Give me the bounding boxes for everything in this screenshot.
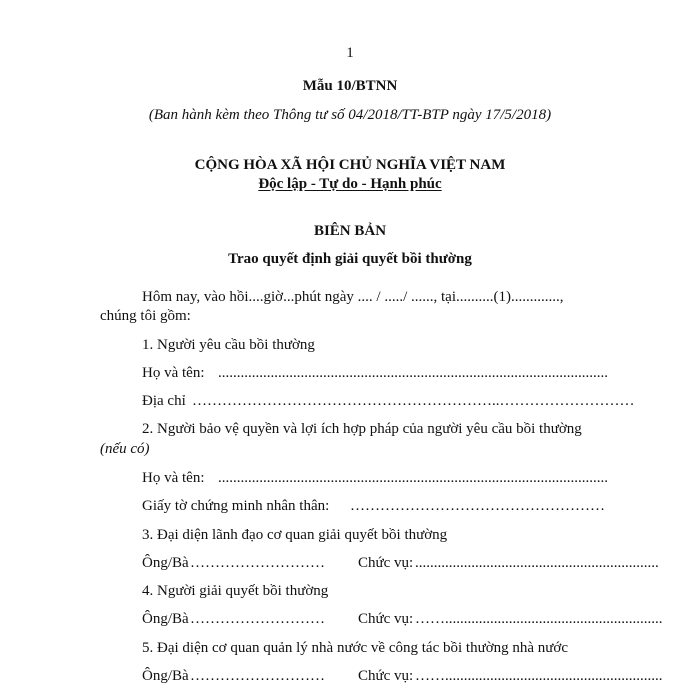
intro-line-2: chúng tôi gồm: — [100, 308, 191, 324]
row-label-position: Chức vụ: — [358, 611, 414, 627]
form-code: Mẫu 10/BTNN — [302, 78, 398, 94]
field-fill: ……………………………………………………..……………………… — [192, 393, 635, 409]
row-label-name: Ông/Bà — [142, 555, 189, 571]
row-fill-position: …….......................................................... — [415, 611, 663, 627]
row-label-position: Chức vụ: — [358, 668, 414, 684]
section-2-id-field — [142, 497, 642, 515]
section-1-heading: 1. Người yêu cầu bồi thường — [142, 337, 315, 353]
page-number: 1 — [346, 45, 354, 61]
document-title: BIÊN BẢN — [313, 223, 387, 239]
field-fill: ........................................................................................................ — [218, 470, 608, 486]
row-fill-position: ................................................................. — [415, 555, 659, 571]
row-label-name: Ông/Bà — [142, 611, 189, 627]
section-1-name-field — [142, 364, 642, 382]
section-5-heading: 5. Đại diện cơ quan quản lý nhà nước về công tác bồi thường nhà nước — [142, 640, 569, 656]
section-4-heading: 4. Người giải quyết bồi thường — [142, 583, 329, 599]
field-label: Họ và tên: — [142, 365, 205, 381]
section-5-row — [142, 667, 663, 685]
field-label: Địa chỉ — [142, 393, 186, 409]
section-2-name-field — [142, 469, 642, 487]
section-1-address-field — [142, 392, 642, 410]
national-name: CỘNG HÒA XÃ HỘI CHỦ NGHĨA VIỆT NAM — [194, 157, 506, 173]
document-subtitle: Trao quyết định giải quyết bồi thường — [228, 251, 472, 267]
row-fill-name: ……………………… — [190, 555, 325, 571]
section-4-row — [142, 610, 663, 628]
national-motto-wrap — [0, 175, 700, 193]
row-fill-name: ……………………… — [190, 611, 325, 627]
row-fill-position: …….......................................................... — [415, 668, 663, 684]
row-label-name: Ông/Bà — [142, 668, 189, 684]
section-2-heading: 2. Người bảo vệ quyền và lợi ích hợp pháp của người yêu cầu bồi thường — [142, 421, 582, 437]
field-label: Giấy tờ chứng minh nhân thân: — [142, 498, 330, 514]
section-3-row — [142, 554, 659, 572]
issued-note: (Ban hành kèm theo Thông tư số 04/2018/TT-BTP ngày 17/5/2018) — [148, 107, 552, 123]
intro-line-1: Hôm nay, vào hồi....giờ...phút ngày .... / ...../ ......, tại..........(1)............., — [142, 289, 564, 305]
national-motto: Độc lập - Tự do - Hạnh phúc — [258, 176, 442, 192]
section-2-note: (nếu có) — [100, 441, 150, 457]
row-fill-name: ……………………… — [190, 668, 325, 684]
field-fill: …………………………………………… — [350, 498, 605, 514]
field-label: Họ và tên: — [142, 470, 205, 486]
field-fill: ........................................................................................................ — [218, 365, 608, 381]
section-3-heading: 3. Đại diện lãnh đạo cơ quan giải quyết bồi thường — [142, 527, 448, 543]
row-label-position: Chức vụ: — [358, 555, 414, 571]
